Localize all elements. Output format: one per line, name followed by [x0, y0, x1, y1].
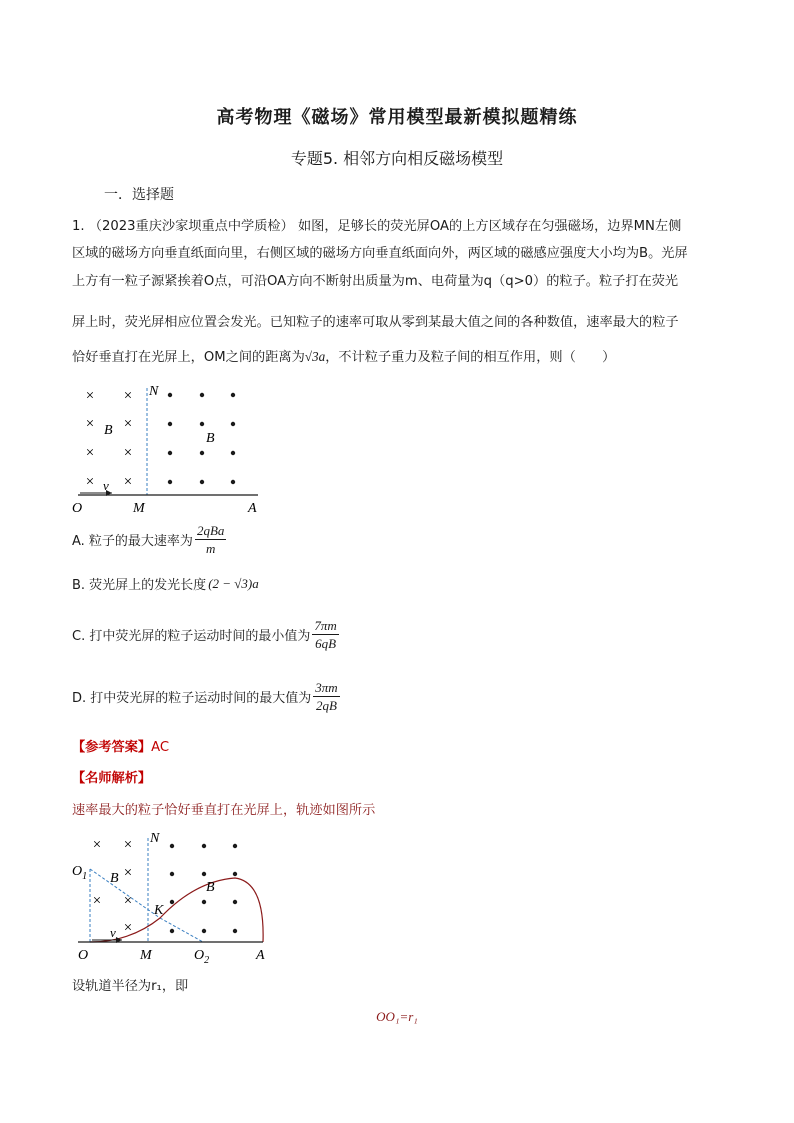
- answer-line: [72, 736, 169, 755]
- label-A: A: [248, 501, 257, 516]
- dot-marker: [170, 929, 174, 933]
- dot-marker: [168, 422, 172, 426]
- dot-marker: [202, 872, 206, 876]
- label-O1: [72, 864, 87, 882]
- cross-marker: ×: [123, 837, 133, 853]
- answer-label: 【参考答案】: [72, 740, 152, 755]
- label-B-left: B: [110, 871, 119, 886]
- option-D: [72, 679, 340, 714]
- dot-marker: [231, 393, 235, 397]
- dot-marker: [233, 844, 237, 848]
- field-out-of-page-dots: [170, 844, 237, 933]
- option-D-fraction: [313, 679, 339, 714]
- question-text-5b: ，不计粒子重力及粒子间的相互作用，则（ ）: [325, 350, 616, 365]
- dot-marker: [233, 929, 237, 933]
- cross-marker: ×: [85, 388, 95, 404]
- trajectory-figure-2: [70, 826, 270, 966]
- question-text-1: 如图，足够长的荧光屏OA的上方区域存在匀强磁场，边界MN左侧: [298, 219, 682, 234]
- option-C-denominator: 6qB: [315, 636, 337, 651]
- dot-marker: [202, 900, 206, 904]
- dot-marker: [170, 872, 174, 876]
- label-B-left: B: [104, 423, 113, 438]
- cross-marker: ×: [92, 893, 102, 909]
- cross-marker: ×: [123, 445, 133, 461]
- dot-marker: [200, 480, 204, 484]
- option-A-denominator: m: [205, 541, 216, 556]
- option-C-numerator: 7πm: [314, 618, 337, 633]
- dot-marker: [200, 422, 204, 426]
- label-A: A: [256, 948, 265, 963]
- dot-marker: [200, 451, 204, 455]
- field-out-of-page-dots: [168, 393, 235, 484]
- question-line-1: [72, 215, 681, 234]
- radius-K-O2: [160, 918, 203, 942]
- label-O2-base: O: [194, 948, 205, 963]
- dot-marker: [200, 393, 204, 397]
- document-subtitle: 专题5. 相邻方向相反磁场模型: [290, 149, 504, 168]
- cross-marker: ×: [123, 920, 133, 936]
- cross-marker: ×: [85, 416, 95, 432]
- question-number: 1.: [72, 219, 85, 234]
- label-v: v: [110, 925, 116, 940]
- answer-value: AC: [151, 740, 170, 755]
- cross-marker: ×: [123, 893, 133, 909]
- label-B-right: B: [206, 431, 215, 446]
- option-C-text: C. 打中荧光屏的粒子运动时间的最小值为: [72, 629, 311, 644]
- dot-marker: [170, 844, 174, 848]
- label-N: N: [149, 384, 159, 399]
- option-D-denominator: 2qB: [316, 698, 337, 713]
- cross-marker: ×: [85, 474, 95, 490]
- label-B-right: B: [206, 880, 215, 895]
- label-O: O: [72, 501, 83, 516]
- label-M: M: [140, 948, 152, 963]
- dot-marker: [233, 872, 237, 876]
- field-into-page-crosses: [86, 388, 132, 490]
- analysis-label: 【名师解析】: [72, 771, 152, 786]
- option-D-text: D. 打中荧光屏的粒子运动时间的最大值为: [72, 691, 312, 706]
- label-N: N: [150, 831, 160, 846]
- option-A-text: A. 粒子的最大速率为: [72, 534, 193, 549]
- label-O1-base: O: [72, 864, 83, 879]
- question-line-5: [72, 346, 615, 365]
- analysis-text-2: 设轨道半径为r₁，即: [72, 979, 189, 994]
- document-title: 高考物理《磁场》常用模型最新模拟题精练: [216, 107, 578, 128]
- option-C: [72, 617, 339, 652]
- field-into-page-crosses: [93, 837, 132, 936]
- label-v: v: [103, 478, 109, 493]
- option-C-fraction: [312, 617, 338, 652]
- cross-marker: ×: [123, 388, 133, 404]
- dot-marker: [168, 451, 172, 455]
- question-line-2: 区域的磁场方向垂直纸面向里，右侧区域的磁场方向垂直纸面向外，两区域的磁感应强度大小均为B。光屏: [72, 246, 688, 261]
- analysis-text-1: 速率最大的粒子恰好垂直打在光屏上，轨迹如图所示: [72, 803, 376, 818]
- option-B-text: B. 荧光屏上的发光长度: [72, 578, 207, 593]
- dot-marker: [202, 844, 206, 848]
- cross-marker: ×: [85, 445, 95, 461]
- label-K: K: [154, 903, 164, 918]
- cross-marker: ×: [123, 865, 133, 881]
- question-source: （2023重庆沙家坝重点中学质检）: [88, 219, 294, 234]
- magnetic-field-figure-1: [70, 378, 270, 518]
- distance-math: √3a: [304, 349, 326, 364]
- label-O2-subscript: 2: [204, 955, 210, 966]
- label-M: M: [133, 501, 145, 516]
- dot-marker: [202, 929, 206, 933]
- label-O1-subscript: 1: [82, 871, 88, 882]
- label-O: O: [78, 948, 89, 963]
- option-A-fraction: [195, 522, 226, 557]
- dot-marker: [168, 393, 172, 397]
- option-A: [72, 522, 226, 557]
- section-heading: 一．选择题: [104, 187, 174, 203]
- option-D-numerator: 3πm: [315, 680, 338, 695]
- equation-OO1: OO₁=r₁: [376, 1009, 418, 1024]
- dot-marker: [233, 900, 237, 904]
- dot-marker: [231, 422, 235, 426]
- dot-marker: [170, 900, 174, 904]
- option-A-numerator: 2qBa: [196, 523, 225, 538]
- dot-marker: [231, 451, 235, 455]
- question-line-4: 屏上时，荧光屏相应位置会发光。已知粒子的速率可取从零到某最大值之间的各种数值，速率最大的粒子: [72, 315, 679, 330]
- dot-marker: [168, 480, 172, 484]
- cross-marker: ×: [123, 416, 133, 432]
- cross-marker: ×: [92, 837, 102, 853]
- label-O2: [194, 948, 209, 966]
- option-B: [72, 574, 259, 593]
- cross-marker: ×: [123, 474, 133, 490]
- question-line-3: 上方有一粒子源紧挨着O点，可沿OA方向不断射出质量为m、电荷量为q（q>0）的粒子。粒子打在荧光: [72, 274, 679, 289]
- question-text-5a: 恰好垂直打在光屏上，OM之间的距离为: [72, 350, 305, 365]
- option-B-math: (2 − √3)a: [208, 575, 259, 591]
- dot-marker: [231, 480, 235, 484]
